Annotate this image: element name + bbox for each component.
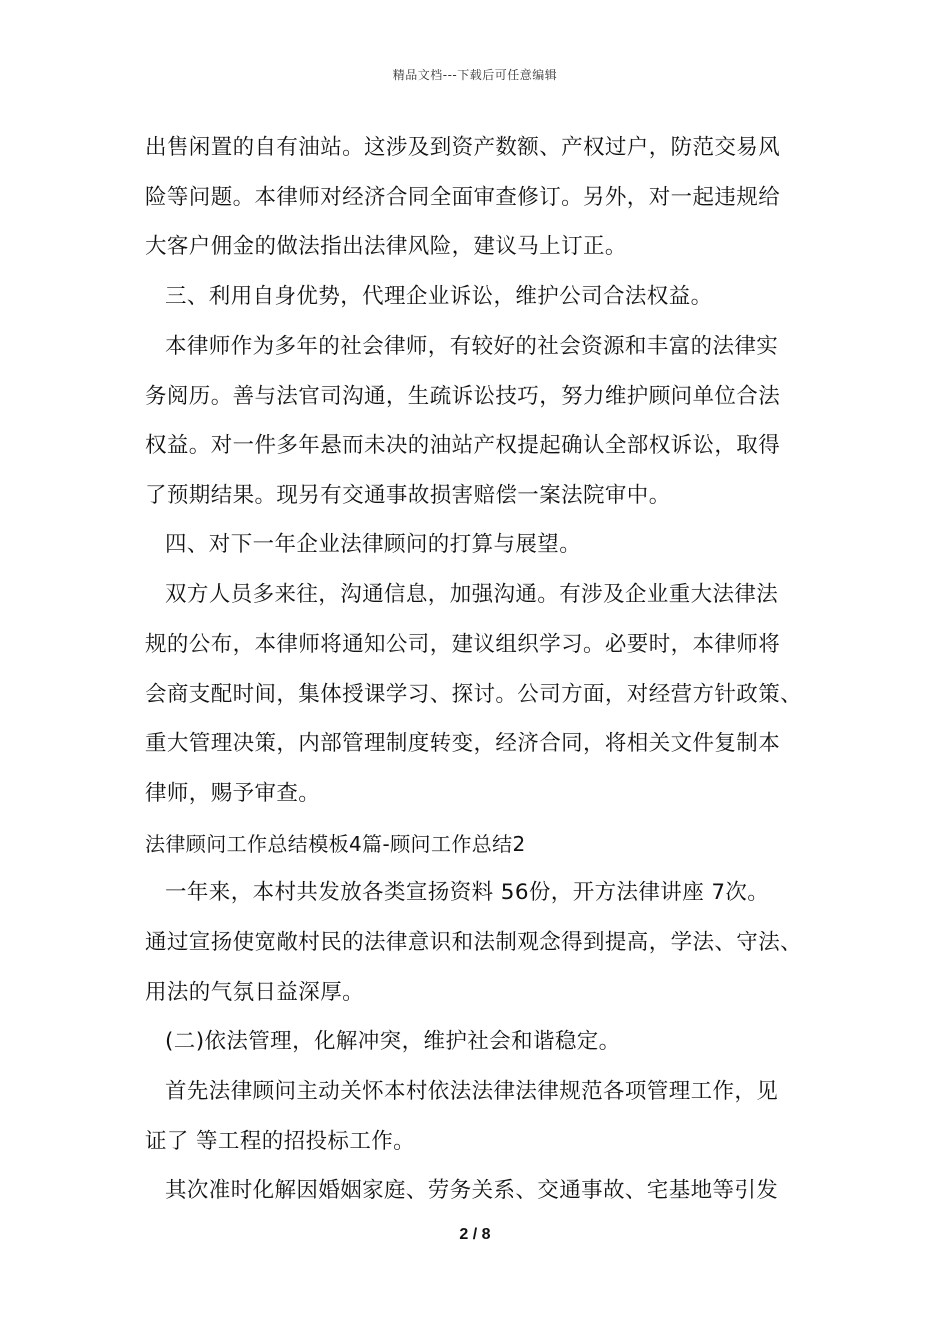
paragraph-line: 证了 等工程的招投标工作。 (145, 1129, 416, 1154)
paragraph-line: 律师，赐予审查。 (145, 781, 321, 806)
section-heading: 三、利用自身优势，代理企业诉讼，维护公司合法权益。 (165, 284, 713, 309)
paragraph-line: 了预期结果。现另有交通事故损害赔偿一案法院审中。 (145, 483, 671, 508)
paragraph-line: 重大管理决策，内部管理制度转变，经济合同，将相关文件复制本 (145, 731, 781, 756)
paragraph-line: 会商支配时间，集体授课学习、探讨。公司方面，对经营方针政策、 (145, 682, 803, 707)
paragraph-line: 务阅历。善与法官司沟通，生疏诉讼技巧，努力维护顾问单位合法 (145, 384, 781, 409)
page-header: 精品文档---下载后可任意编辑 (392, 68, 558, 82)
paragraph-line: 本律师作为多年的社会律师，有较好的社会资源和丰富的法律实 (165, 334, 779, 359)
paragraph-line: 用法的气氛日益深厚。 (145, 980, 365, 1005)
paragraph-line: 出售闲置的自有油站。这涉及到资产数额、产权过户，防范交易风 (145, 135, 781, 160)
document-title: 法律顾问工作总结模板4篇-顾问工作总结2 (145, 832, 526, 856)
paragraph-line: 通过宣扬使宽敞村民的法律意识和法制观念得到提高，学法、守法、 (145, 930, 803, 955)
page-number: 2 / 8 (459, 1226, 491, 1243)
paragraph-line: 规的公布，本律师将通知公司，建议组织学习。必要时，本律师将 (145, 632, 781, 657)
paragraph-line: 大客户佣金的做法指出法律风险，建议马上订正。 (145, 234, 627, 259)
paragraph-line: 一年来，本村共发放各类宣扬资料 56份，开方法律讲座 7次。 (165, 880, 770, 905)
paragraph-line: 首先法律顾问主动关怀本村依法法律法律规范各项管理工作，见 (165, 1079, 779, 1104)
paragraph-line: 权益。对一件多年悬而未决的油站产权提起确认全部权诉讼，取得 (145, 433, 781, 458)
section-heading: 四、对下一年企业法律顾问的打算与展望。 (165, 532, 582, 557)
paragraph-line: 其次准时化解因婚姻家庭、劳务关系、交通事故、宅基地等引发 (165, 1178, 779, 1203)
paragraph-line: 双方人员多来往，沟通信息，加强沟通。有涉及企业重大法律法 (165, 582, 779, 607)
section-heading: (二)依法管理，化解冲突，维护社会和谐稳定。 (165, 1029, 621, 1054)
paragraph-line: 险等问题。本律师对经济合同全面审查修订。另外，对一起违规给 (145, 185, 781, 210)
